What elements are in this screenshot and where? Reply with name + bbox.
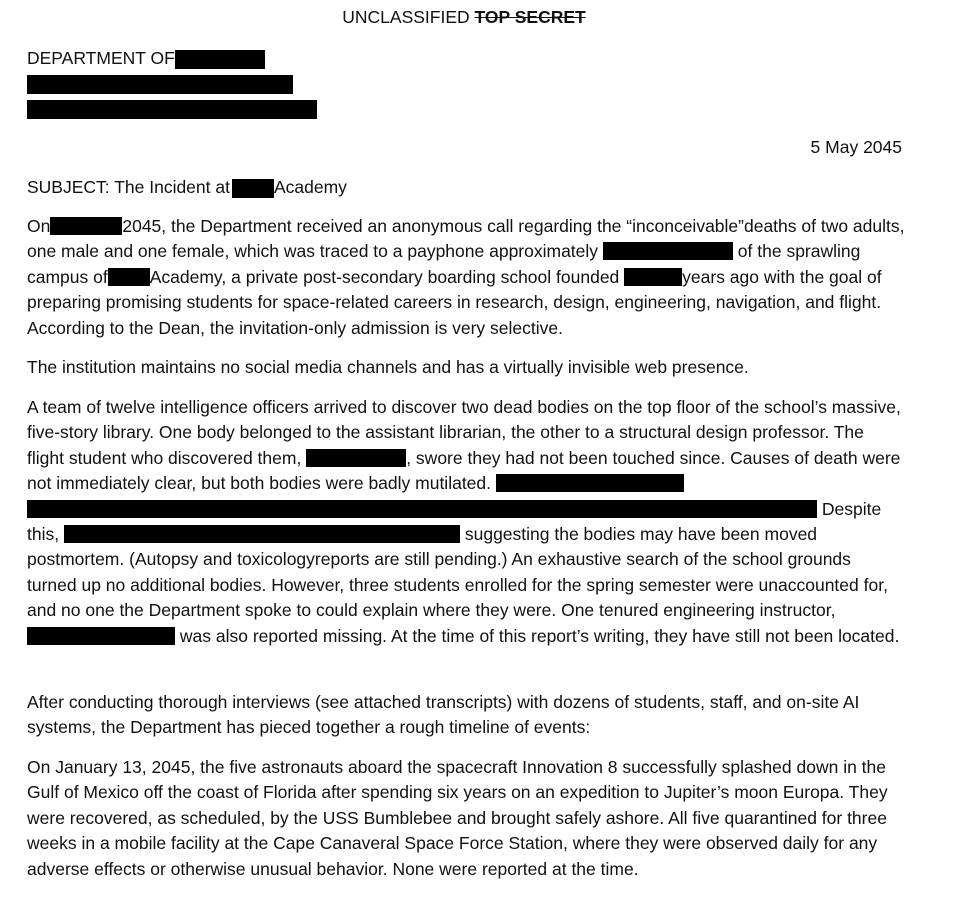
department-label: DEPARTMENT OF [27, 48, 175, 68]
p3-text: was also reported missing. At the time of this report’s writing, they have still not been located. [179, 625, 900, 646]
p1-text: On [27, 216, 51, 236]
redaction-bar [27, 500, 817, 518]
p3-text: A team of twelve intelligence officers arrived to discover two dead bodies on the top floor of the school’s massive, five-story library. One body belonged to the assistant librarian, the other to a structural design professor. The flight student who discovered them, [27, 397, 901, 468]
p1-text: 2045, the Department received an anonymous call regarding the “inconceivable”deaths of two adults, one male and one female, which was traced to a payphone approximately [27, 216, 905, 262]
document-date: 5 May 2045 [810, 137, 902, 157]
classification-struck: TOP SECRET [474, 7, 586, 27]
paragraph-2: The institution maintains no social media channels and has a virtually invisible web presence. [27, 357, 749, 377]
redaction-bar [624, 268, 682, 286]
subject-prefix: SUBJECT: The Incident at [27, 177, 230, 197]
redaction-bar [232, 179, 274, 198]
paragraph-1 [27, 214, 905, 341]
redaction-bar [27, 75, 293, 94]
classification-header [0, 7, 928, 28]
paragraph-4: After conducting thorough interviews (see attached transcripts) with dozens of students, staff, and on-site AI systems, the Department has pieced together a rough timeline of events: [27, 692, 860, 738]
p3-text: , swore they had not been touched since. Causes of death were not immediately clear, but both bodies were badly mutilated. [27, 447, 901, 494]
redaction-bar [64, 525, 460, 543]
redaction-bar [306, 449, 406, 467]
department-block [27, 47, 317, 122]
redaction-bar [496, 474, 684, 492]
redaction-bar [108, 268, 150, 286]
redaction-bar [27, 627, 175, 645]
p3-text: suggesting the bodies may have been moved postmortem. (Autopsy and toxicologyreports are still pending.) An exhaustive search of the school grounds turned up no additional bodies. However, three students enrolled for the spring semester were unaccounted for, and no one the Department spoke to could explain where they were. One tenured engineering instructor, [27, 524, 888, 621]
redaction-bar [50, 217, 122, 235]
p1-text: of the sprawling campus of [27, 241, 861, 287]
p1-text: Academy, a private post-secondary boarding school founded [149, 266, 620, 287]
redaction-bar [27, 100, 317, 119]
paragraph-5: On January 13, 2045, the five astronauts aboard the spacecraft Innovation 8 successfully splashed down in the Gulf of Mexico off the coast of Florida after spending six years on an expedition to Jupiter’s moon Europa. They were recovered, as scheduled, by the USS Bumblebee and brought safely ashore. All five quarantined for three weeks in a mobile facility at the Cape Canaveral Space Force Station, where they were observed daily for any adverse effects or otherwise unusual behavior. None were reported at the time. [27, 757, 888, 879]
redaction-bar [603, 242, 733, 260]
p3-text: Despite this, [27, 498, 882, 545]
paragraph-3 [27, 395, 905, 649]
redaction-bar [175, 50, 265, 69]
subject-line [27, 177, 347, 198]
classification-current: UNCLASSIFIED [342, 7, 470, 27]
p1-text: years ago with the goal of preparing promising students for space-related careers in research, design, engineering, navigation, and flight. According to the Dean, the invitation-only admission is very selective. [27, 266, 882, 338]
subject-suffix: Academy [273, 177, 347, 197]
